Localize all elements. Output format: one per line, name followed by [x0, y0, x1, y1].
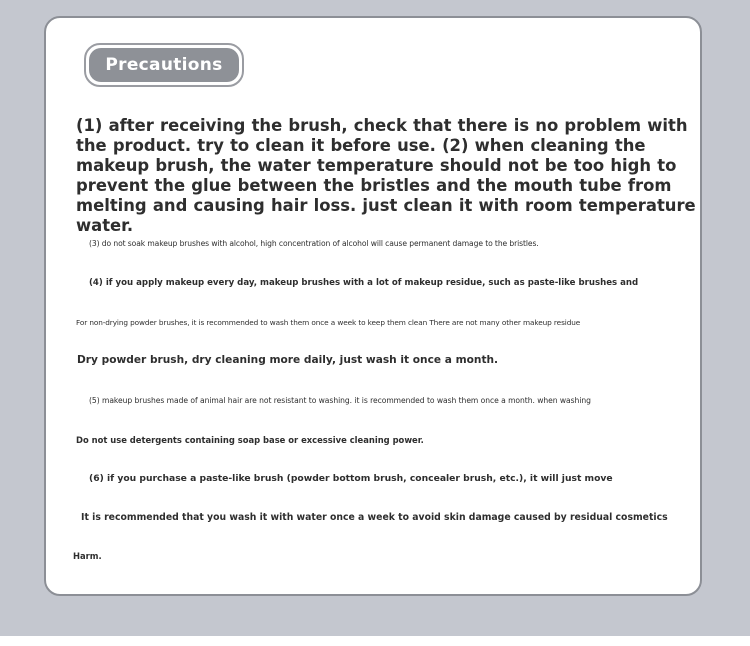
precaution-line-3: (3) do not soak makeup brushes with alcohol, high concentration of alcohol will cause permanent damage to the bristles. [89, 239, 539, 248]
precaution-line-4-dry: Dry powder brush, dry cleaning more daily, just wash it once a month. [77, 354, 499, 366]
precaution-line-4: (4) if you apply makeup every day, makeup brushes with a lot of makeup residue, such as paste-like brushes and [89, 278, 639, 288]
precaution-line-4-cont: For non-drying powder brushes, it is recommended to wash them once a week to keep them clean There are not many other makeup residue [76, 318, 581, 327]
lead-paragraph: (1) after receiving the brush, check that there is no problem with the product. try to clean it before use. (2) when cleaning the makeup brush, the water temperature should not be too high to prevent the glue between the bristles and the mouth tube from melting and causing hair loss. just clean it with room temperature water. [76, 116, 696, 235]
precaution-line-6: (6) if you purchase a paste-like brush (powder bottom brush, concealer brush, etc.), it will just move [89, 473, 613, 484]
bottom-strip [0, 636, 750, 646]
precaution-line-5-cont: Do not use detergents containing soap base or excessive cleaning power. [76, 435, 424, 445]
precaution-line-6-cont: It is recommended that you wash it with water once a week to avoid skin damage caused by residual cosmetics [81, 512, 668, 523]
precaution-line-5: (5) makeup brushes made of animal hair are not resistant to washing. it is recommended to wash them once a month. when washing [89, 396, 591, 405]
precaution-line-6-end: Harm. [73, 551, 102, 561]
precautions-badge [84, 43, 244, 87]
precautions-badge-label: Precautions [89, 48, 239, 82]
precautions-card [44, 16, 702, 596]
